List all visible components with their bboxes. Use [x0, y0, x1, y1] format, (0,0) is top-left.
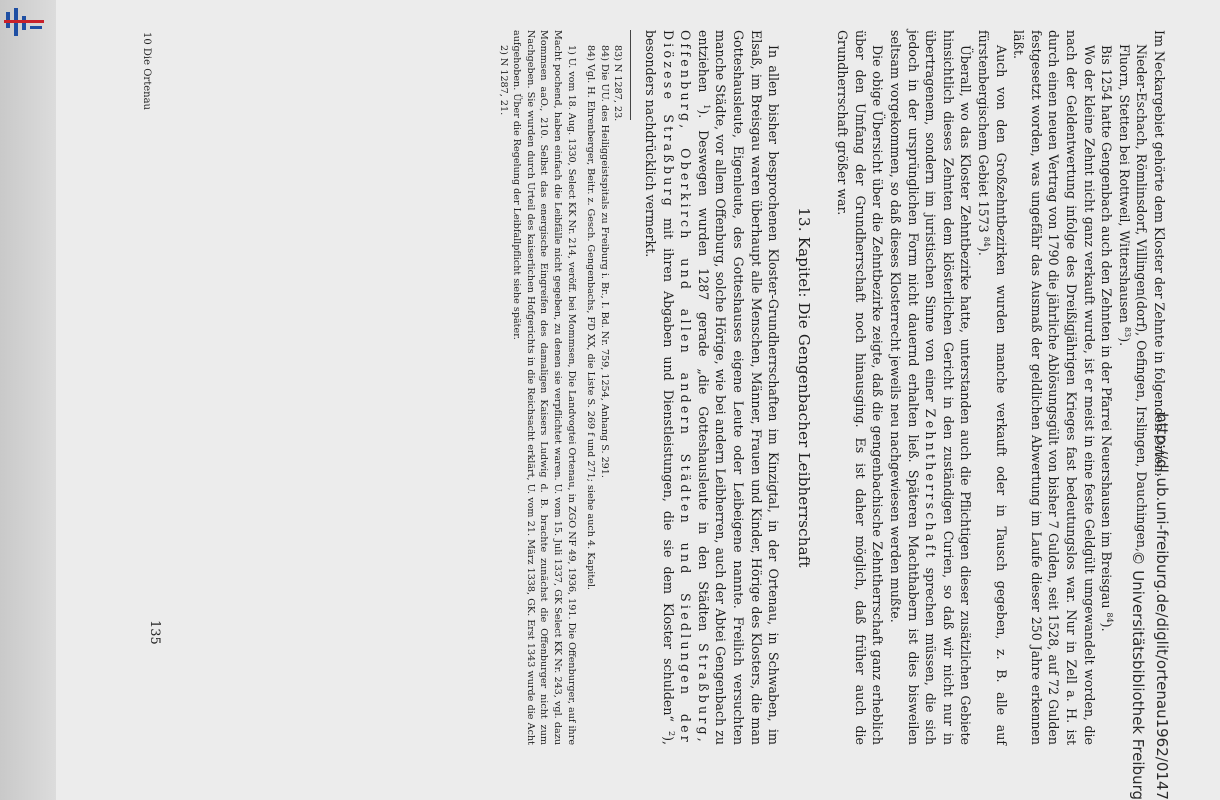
chapter-heading: 13. Kapitel: Die Gengenbacher Leibherrschaft [794, 207, 813, 568]
paragraph-4: Überall, wo das Kloster Zehntbezirke hatte, unterstanden auch die Pflichtigen dieser zusätzlichen Gebiete hinsichtlich dieses Zehnten dem klösterlichen Gericht in den zuständigen Curien, so daß wir nicht nur in übertragenem, sondern im juristischen Sinne von einer Zehntherrschaft sprechen müssen, die sich jedoch in der ursprünglichen Form nicht dauernd erhalten ließ. Späteren Machthabern ist dies bisweilen seltsam vorgekommen, so daß dieses Klosterrecht jeweils neu nachgewiesen werden mußte. [888, 30, 974, 746]
paragraph-1: Bis 1254 hatte Gengenbach auch den Zehnten in der Pfarrei Neuershausen im Breisgau $^{84}$). [1099, 45, 1115, 632]
viewer-sidebar [0, 0, 56, 800]
text-column [496, 30, 1168, 745]
watermark-url[interactable]: http://dl.ub.uni-freiburg.de/diglit/ortenau1962/0147 [1153, 413, 1171, 800]
footnotes [496, 30, 624, 745]
page-number: 135 [147, 620, 162, 645]
footnote-84: 84) Die UU. des Heiliggeistspitals zu Freiburg i. Br., I. Bd. Nr. 759, 1254, Anhang S. 291. [598, 45, 610, 478]
footnote-2: 2) N 1287, 21. [497, 45, 509, 116]
paragraph-2: Wo der kleine Zehnt nicht ganz verkauft wurde, ist er meist in eine feste Geldgült umgewandelt worden, die nach der Geldentwertung infolge des Dreißigjährigen Krieges fast bedeutungslos war. Nur in Zell a. H. ist durch einen neuen Vertrag von 1790 die jährliche Ablösungsgült von bisher 7 Gulden, seit 1528, auf 72 Gulden festgesetzt worden, was ungefähr das Ausmaß der geldlichen Abwertung im Laufe dieser 250 Jahre erkennen läßt. [1011, 30, 1097, 745]
footnote-1: 1) U. vom 18. Aug. 1330, Select KK Nr. 214, veröff. bei Mommsen, Die Landvogtei Ortenau, in ZGO NF 49, 1936, 191. Die Offenburger, auf ihre Macht pochend, haben einfach die Leibfälle nicht gegeben, zu denen sie verpflichtet waren. U. vom 15. Juli 1337, GK Select KK Nr. 243, vgl. dazu Mommsen aaO., 210. Selbst das energische Eingreifen des damaligen Kaisers Ludwig d. B. brachte zunächst die Offenburger nicht zum Nachgeben. Sie wurden durch Urteil des kaiserlichen Hofgerichts in die Reichsacht erklärt, U. vom 21. März 1338, GK. Erst 1343 wurde die Acht aufgehoben. Über die Regelung der Leibfallpflicht siehe später. [511, 30, 577, 745]
footnote-84b: 84) Vgl. H. Ehrenberger, Beitr. z. Gesch. Gengenbachs, FD XX, die Liste S. 269 f und 271; siehe auch 4. Kapitel. [585, 45, 597, 590]
footnote-divider [630, 30, 631, 120]
footnote-83: 83) N 1287, 23. [612, 45, 624, 122]
library-logo-icon [4, 6, 44, 46]
intro-line: Im Neckargebiet gehörte dem Kloster der Zehnte in folgenden Orten: [1152, 30, 1167, 477]
places-line-2: Fluorn, Stetten bei Rottweil, Wittershausen $^{83}$). [1116, 44, 1132, 347]
watermark-copyright: © Universitätsbibliothek Freiburg [1129, 550, 1147, 800]
paragraph-3: Auch von den Großzehntbezirken wurden manche verkauft oder in Tausch gegeben, z. B. alle auf fürstenbergischem Gebiet 1573 $^{84}$). [976, 30, 1009, 745]
rotated-page-content [56, 0, 1220, 800]
paragraph-5: Die obige Übersicht über die Zehntbezirke zeigte, daß die gengenbachische Zehntherrschaft ganz erheblich über den Umfang der Grundherrschaft noch hinausging. Es ist daher möglich, daß früher auch die Grundherrschaft größer war. [835, 30, 886, 745]
places-line-1: Nieder-Eschach, Römlinsdorf, Villingen(dorf), Oefingen, Irslingen, Dauchingen, [1134, 44, 1150, 553]
paragraph-6: In allen bisher besprochenen Kloster-Grundherrschaften im Kinzigtal, in der Ortenau, in Schwaben, im Elsaß, im Breisgau waren überhaupt alle Menschen, Männer, Frauen und Kinder, Hörige des Klosters, die man Gotteshausleute, Eigenleute, des Gotteshauses eigene Leute oder Leibeigene nannte. Freilich versuchten manche Städte, vor allem Offenburg, solche Hörige, wie bei andern Leibherren, auch der Abtei Gengenbach zu entziehen $^1$). Deswegen wurden 1287 gerade „die Gotteshausleute in den Städten Straßburg, Offenburg, Oberkirch und allen andern Städten und Siedlungen der Diözese Straßburg mit ihren Abgaben und Dienstleistungen, die sie dem Kloster schulden“ $^2$), besonders nachdrücklich vermerkt. [642, 30, 782, 746]
scanned-page [56, 0, 1220, 800]
watermark-strip [1125, 0, 1220, 800]
printer-signature: 10 Die Ortenau [141, 32, 152, 110]
